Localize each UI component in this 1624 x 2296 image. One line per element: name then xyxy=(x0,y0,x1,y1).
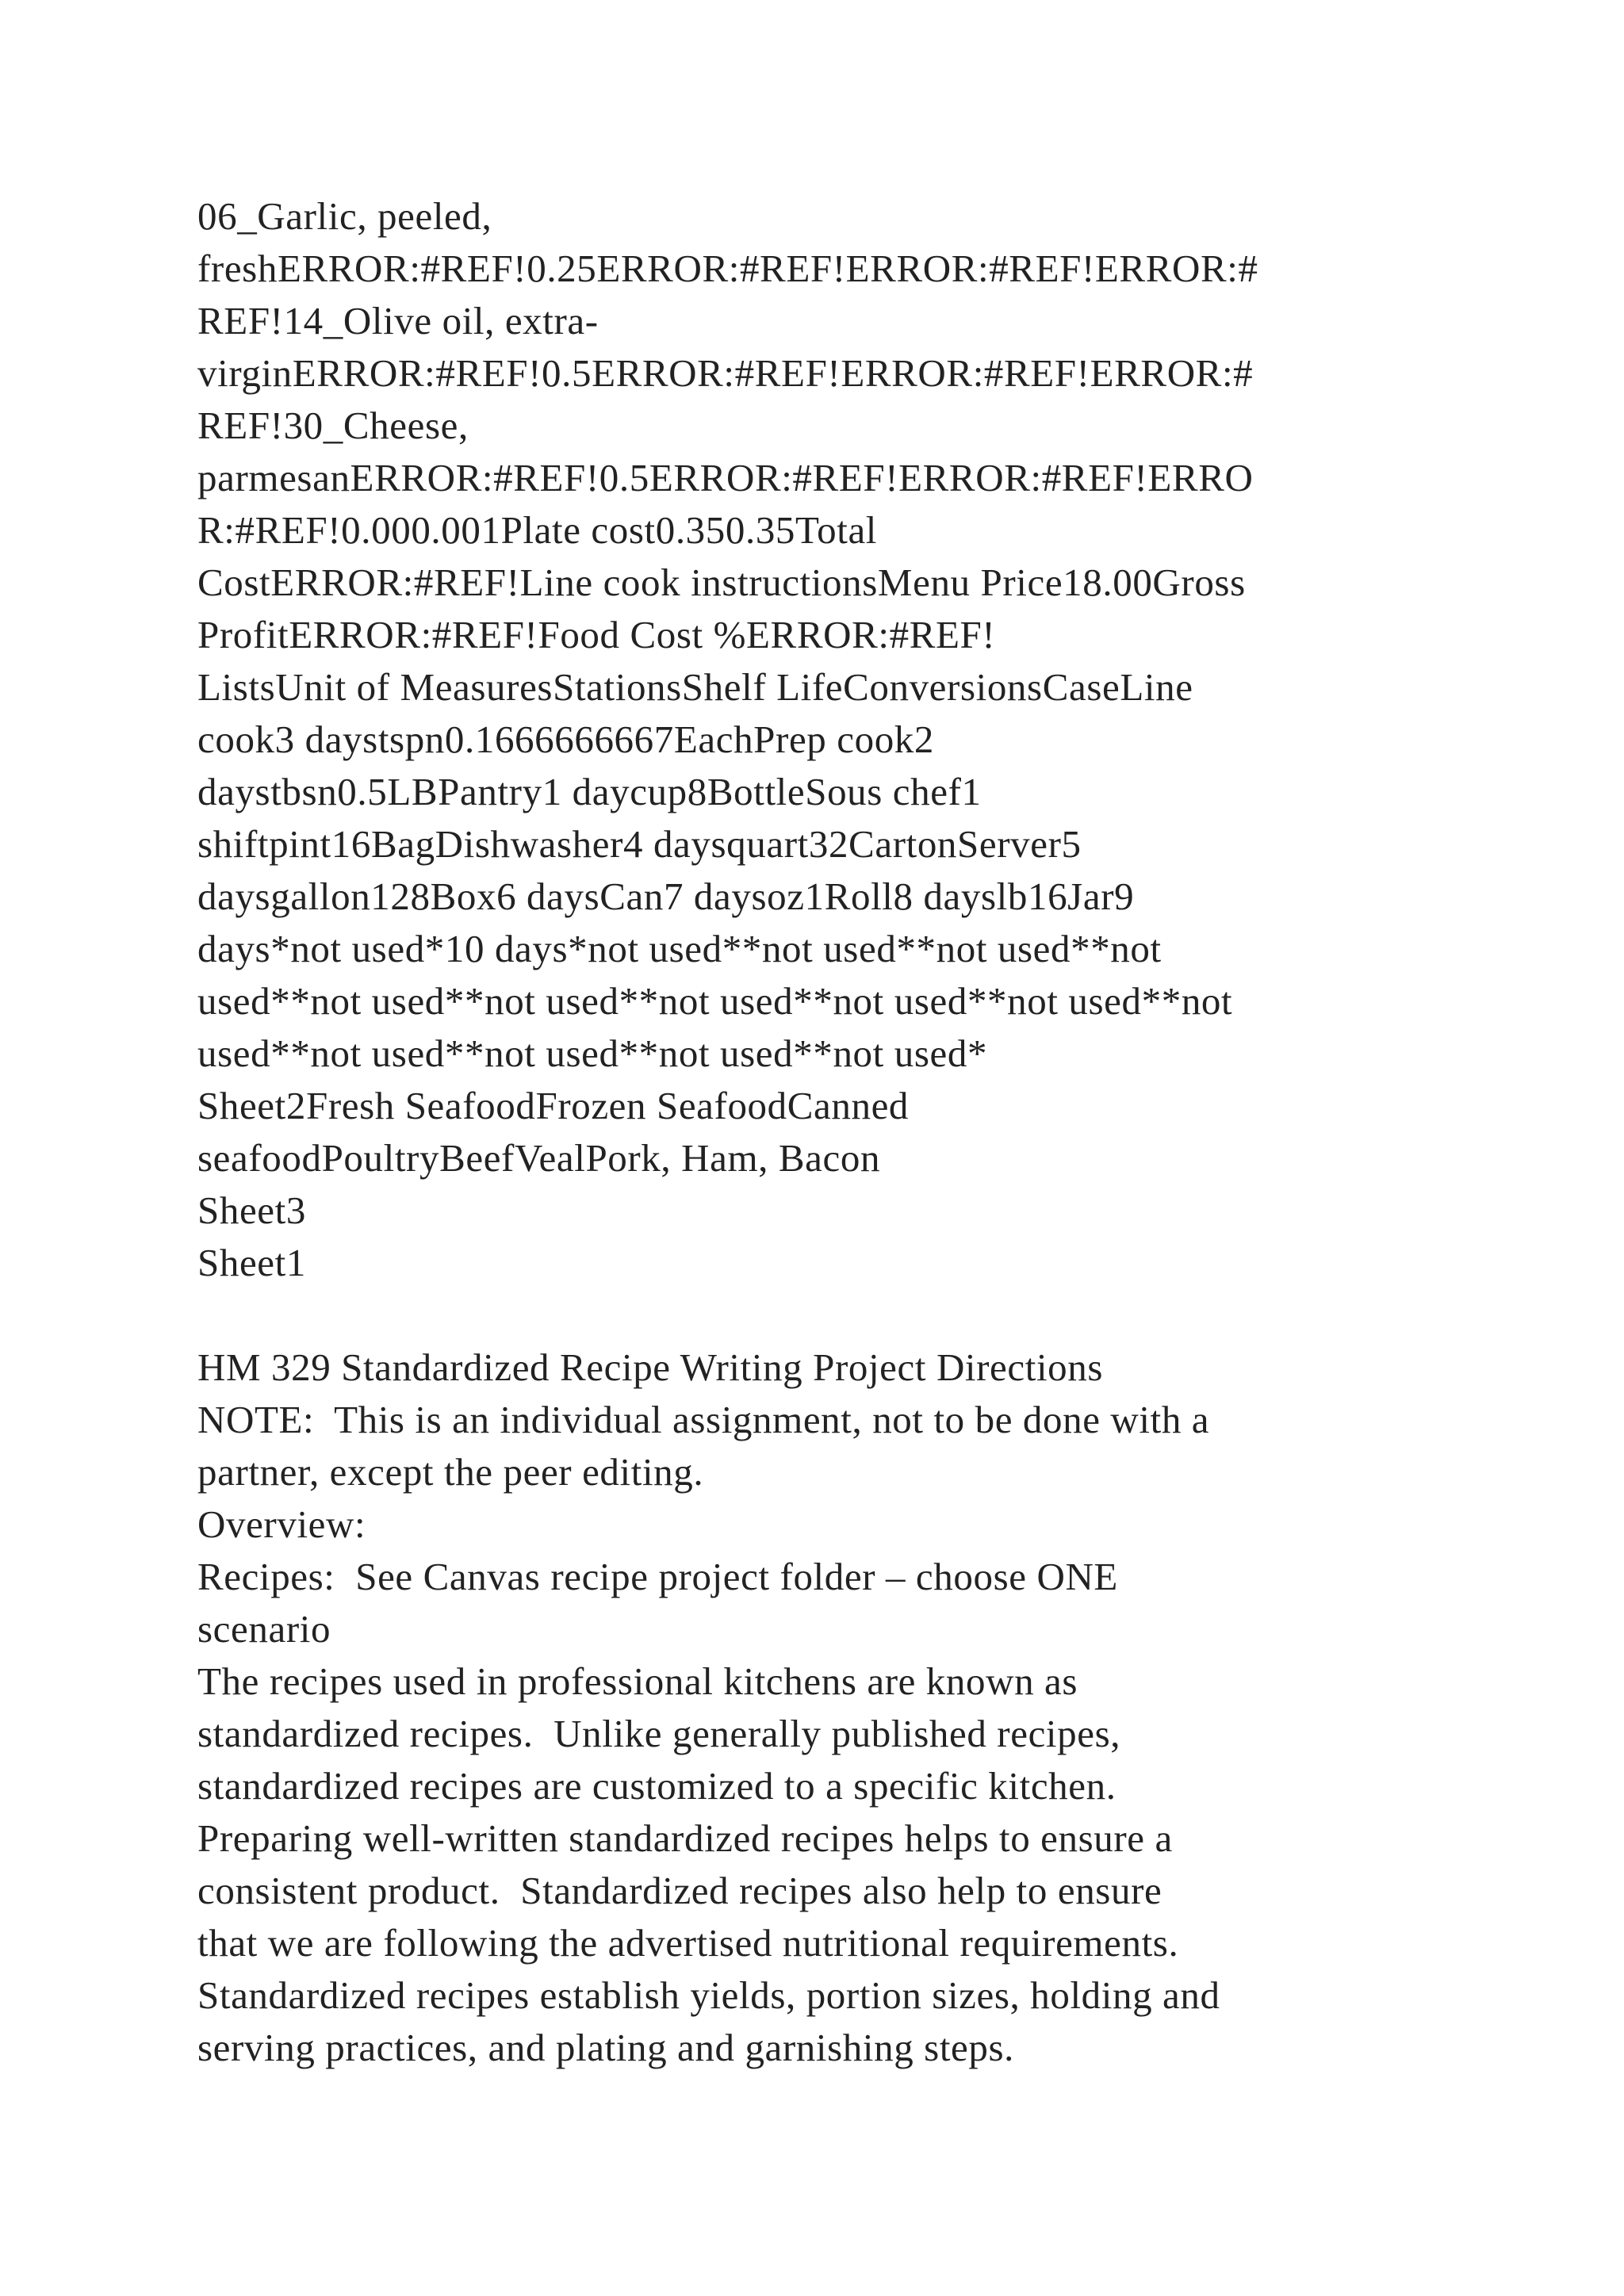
heading-line: HM 329 Standardized Recipe Writing Project Directions xyxy=(197,1345,1104,1389)
text-line: used**not used**not used**not used**not used* xyxy=(197,1031,988,1075)
text-line: Standardized recipes establish yields, portion sizes, holding and xyxy=(197,1973,1220,2017)
text-line: ProfitERROR:#REF!Food Cost %ERROR:#REF! xyxy=(197,613,996,656)
text-line: Sheet1 xyxy=(197,1241,306,1284)
text-line: serving practices, and plating and garnishing steps. xyxy=(197,2026,1015,2069)
text-line: Sheet2Fresh SeafoodFrozen SeafoodCanned xyxy=(197,1084,910,1127)
text-line: consistent product. Standardized recipes also help to ensure xyxy=(197,1869,1162,1912)
text-line: 06_Garlic, peeled, xyxy=(197,194,492,238)
text-line: daystbsn0.5LBPantry1 daycup8BottleSous chef1 xyxy=(197,770,982,813)
text-line: CostERROR:#REF!Line cook instructionsMenu Price18.00Gross xyxy=(197,561,1246,604)
text-line: cook3 daystspn0.1666666667EachPrep cook2 xyxy=(197,718,934,761)
text-line: ListsUnit of MeasuresStationsShelf LifeConversionsCaseLine xyxy=(197,665,1193,709)
text-line: Recipes: See Canvas recipe project folder – choose ONE xyxy=(197,1555,1118,1598)
text-line: seafoodPoultryBeefVealPork, Ham, Bacon xyxy=(197,1136,881,1180)
text-line: REF!30_Cheese, xyxy=(197,404,469,447)
text-line: REF!14_Olive oil, extra- xyxy=(197,299,599,342)
document-text xyxy=(197,190,1466,2074)
text-line: Overview: xyxy=(197,1502,366,1546)
text-line: R:#REF!0.000.001Plate cost0.350.35Total xyxy=(197,508,878,552)
text-line: that we are following the advertised nutritional requirements. xyxy=(197,1921,1179,1965)
text-line: Sheet3 xyxy=(197,1188,306,1232)
text-line: parmesanERROR:#REF!0.5ERROR:#REF!ERROR:#REF!ERRO xyxy=(197,456,1254,499)
text-line: scenario xyxy=(197,1607,331,1651)
text-line: Preparing well-written standardized recipes helps to ensure a xyxy=(197,1816,1173,1860)
text-line: The recipes used in professional kitchens are known as xyxy=(197,1659,1078,1703)
text-line: freshERROR:#REF!0.25ERROR:#REF!ERROR:#REF!ERROR:# xyxy=(197,247,1258,290)
text-line: NOTE: This is an individual assignment, not to be done with a xyxy=(197,1398,1210,1441)
text-line: shiftpint16BagDishwasher4 daysquart32CartonServer5 xyxy=(197,822,1082,866)
text-line: daysgallon128Box6 daysCan7 daysoz1Roll8 dayslb16Jar9 xyxy=(197,874,1135,918)
text-line: virginERROR:#REF!0.5ERROR:#REF!ERROR:#REF!ERROR:# xyxy=(197,351,1254,395)
text-line: used**not used**not used**not used**not used**not used**not xyxy=(197,979,1233,1023)
blank-line xyxy=(197,1289,1466,1341)
text-line: partner, except the peer editing. xyxy=(197,1450,704,1494)
text-line: standardized recipes. Unlike generally published recipes, xyxy=(197,1712,1121,1755)
text-line: standardized recipes are customized to a specific kitchen. xyxy=(197,1764,1116,1808)
text-line: days*not used*10 days*not used**not used**not used**not xyxy=(197,927,1162,970)
